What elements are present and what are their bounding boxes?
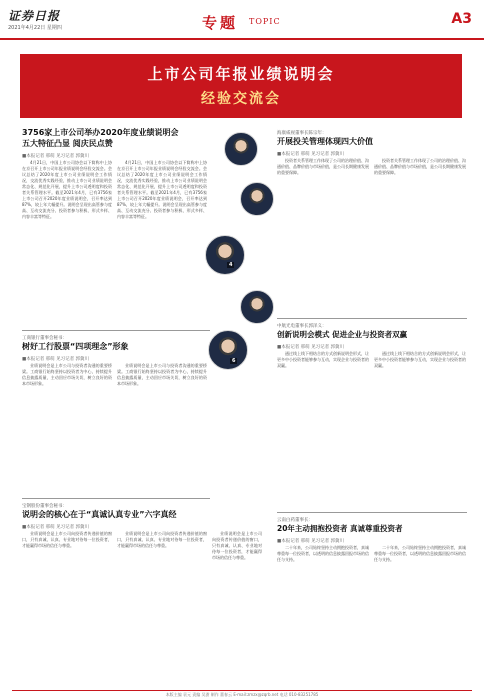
piece6-byline: ■本报记者 邢萌 见习记者 郭冀川 — [277, 539, 345, 544]
piece3-body-continued: 业绩说明会是上市公司向投资者传递价值的窗口，只有真诚、认真、专业地对待每一位投资者，才能赢得市场的信任与尊重。 — [117, 531, 207, 548]
headline-banner — [20, 54, 462, 118]
piece6-kicker: 云南白药董事长： — [277, 518, 313, 523]
piece3-column-1 — [22, 531, 112, 686]
piece4-title: 开展投关管理体现四大价值 — [277, 137, 373, 146]
portrait-photo — [240, 182, 274, 216]
lead-title: 3756家上市公司举办2020年度业绩说明会 — [22, 128, 179, 137]
lead-column-1 — [22, 160, 112, 325]
portrait-photo — [240, 290, 274, 324]
piece4-body-continued: 投资者关系管理工作体现了公司的治理价值、沟通价值、品牌价值与市场价值，是公司长期健康发展的重要保障。 — [374, 158, 466, 175]
piece3-column-2 — [117, 531, 207, 686]
piece6-title: 20年主动拥抱投资者 真诚尊重投资者 — [277, 524, 403, 533]
piece4-byline: ■本报记者 邢萌 见习记者 郭冀川 — [277, 152, 345, 157]
photo-caption: 4 — [229, 262, 233, 268]
piece2-column-2 — [117, 363, 207, 493]
portrait-photo — [224, 132, 258, 166]
piece4-column-1 — [277, 158, 369, 313]
piece6-body: 二十年来，公司始终坚持主动拥抱投资者，真诚尊重每一位投资者，以透明的信息披露回报市场的信任与支持。 — [277, 545, 369, 562]
piece5-body: 通过线上线下相结合的方式创新说明会形式，让更多中小投资者能够参与互动，实现企业与投资者的双赢。 — [277, 351, 369, 368]
page-footer: 本版主编 袁元 责编 吴澍 制作 董春云 E-mail:zmzx@zqrb.net 电话 010-83251785 — [12, 690, 472, 698]
piece3-title: 说明会的核心在于“真诚认真专业”六字真经 — [22, 510, 177, 519]
lead-body: 4月21日，中国上市公司协会以下简称中上协在京召开上市公司年报业绩说明会经验交流会。会议总结了2020年度上市公司业绩说明会工作情况，交流优秀实践经验，推动上市公司业绩说明会常态化、规范化开展，提升上市公司透明度和投资者关系管理水平。截至2021年4月，已有3756家上市公司召开2020年度业绩说明会，召开率达到87%，较上年大幅提升。说明会呈现出高管参与度高、互动交流充分、投资者参与积极、形式多样、内容丰富等特征。 — [22, 160, 112, 219]
piece4-column-2 — [374, 158, 466, 313]
piece3-byline: ■本报记者 邢萌 见习记者 郭冀川 — [22, 525, 90, 530]
piece5-body-continued: 通过线上线下相结合的方式创新说明会形式，让更多中小投资者能够参与互动，实现企业与投资者的双赢。 — [374, 351, 466, 368]
section-title-en: TOPIC — [249, 17, 281, 26]
piece4-kicker: 海康威视董事长陈宗年： — [277, 131, 327, 136]
piece2-body: 业绩说明会是上市公司与投资者沟通的重要桥梁。工商银行始终坚持以投资者为中心，持续提升信息披露质量，主动回应市场关切，树立良好的资本市场形象。 — [22, 363, 112, 386]
issue-date: 2021年4月22日 星期四 — [8, 25, 62, 31]
lead-column-2 — [117, 160, 207, 325]
portrait-photo — [208, 330, 248, 370]
piece3-body: 业绩说明会是上市公司向投资者传递价值的窗口，只有真诚、认真、专业地对待每一位投资者，才能赢得市场的信任与尊重。 — [22, 531, 112, 548]
piece2-title: 树好工行股票“四项理念”形象 — [22, 342, 129, 351]
piece5-byline: ■本报记者 邢萌 见习记者 郭冀川 — [277, 345, 345, 350]
piece2-kicker: 工商银行董事会秘书： — [22, 336, 67, 341]
portrait-photo — [205, 235, 245, 275]
piece2-column-1 — [22, 363, 112, 493]
piece3-kicker: 宝钢股份董事会秘书： — [22, 504, 67, 509]
piece2-byline: ■本报记者 邢萌 见习记者 郭冀川 — [22, 357, 90, 362]
lead-body-continued: 4月21日，中国上市公司协会以下简称中上协在京召开上市公司年报业绩说明会经验交流会。会议总结了2020年度上市公司业绩说明会工作情况，交流优秀实践经验，推动上市公司业绩说明会常态化、规范化开展，提升上市公司透明度和投资者关系管理水平。截至2021年4月，已有3756家上市公司召开2020年度业绩说明会，召开率达到87%，较上年大幅提升。说明会呈现出高管参与度高、互动交流充分、投资者参与积极、形式多样、内容丰富等特征。 — [117, 160, 207, 219]
page-number: A3 — [451, 11, 472, 27]
section-title: 专题 — [202, 14, 239, 32]
lead-subtitle: 五大特征凸显 阅庆民点赞 — [22, 139, 113, 148]
piece4-body: 投资者关系管理工作体现了公司的治理价值、沟通价值、品牌价值与市场价值，是公司长期健康发展的重要保障。 — [277, 158, 369, 175]
banner-line-2: 经验交流会 — [201, 91, 281, 107]
piece5-title: 创新说明会模式 促进企业与投资者双赢 — [277, 330, 408, 339]
piece5-column-1 — [277, 351, 369, 506]
piece6-column-2 — [374, 545, 466, 685]
section-divider — [22, 330, 210, 331]
section-divider — [22, 498, 210, 499]
piece6-body-continued: 二十年来，公司始终坚持主动拥抱投资者，真诚尊重每一位投资者，以透明的信息披露回报市场的信任与支持。 — [374, 545, 466, 562]
photo-caption: 6 — [232, 358, 236, 364]
masthead — [0, 0, 484, 40]
piece5-column-2 — [374, 351, 466, 506]
piece6-column-1 — [277, 545, 369, 685]
piece3-column-3 — [212, 531, 262, 686]
lead-byline: ■本报记者 邢萌 见习记者 郭冀川 — [22, 154, 90, 159]
piece2-body-continued: 业绩说明会是上市公司与投资者沟通的重要桥梁。工商银行始终坚持以投资者为中心，持续提升信息披露质量，主动回应市场关切，树立良好的资本市场形象。 — [117, 363, 207, 386]
section-divider — [277, 512, 467, 513]
section-divider — [277, 318, 467, 319]
paper-name: 证券日报 — [8, 9, 61, 23]
piece5-kicker: 中航光电董事长郭泽义： — [277, 324, 327, 329]
banner-line-1: 上市公司年报业绩说明会 — [147, 65, 335, 83]
piece3-body-continued: 业绩说明会是上市公司向投资者传递价值的窗口，只有真诚、认真、专业地对待每一位投资者，才能赢得市场的信任与尊重。 — [212, 531, 262, 560]
